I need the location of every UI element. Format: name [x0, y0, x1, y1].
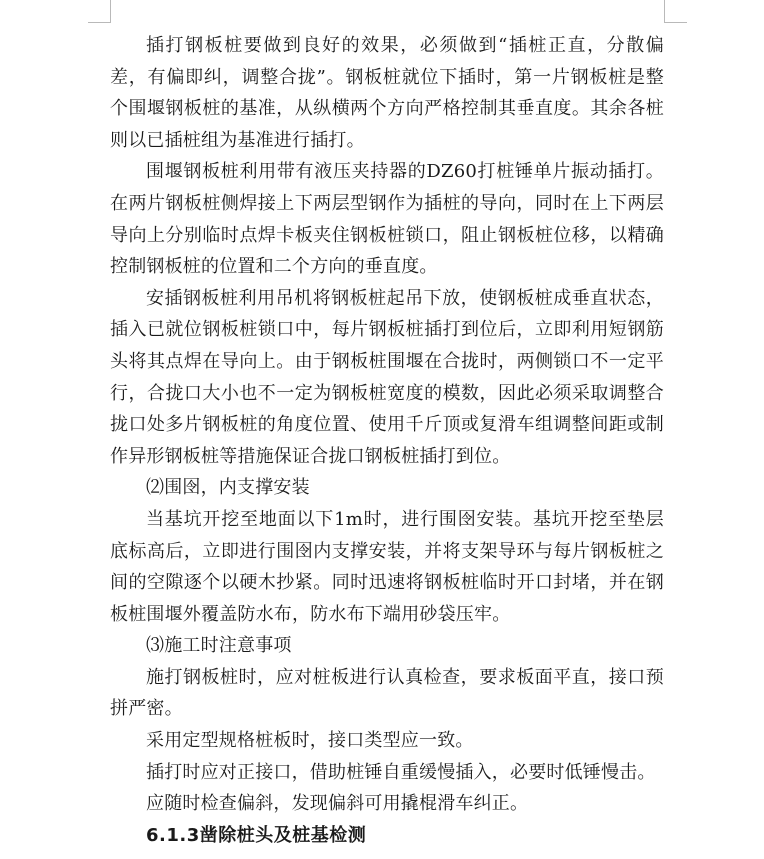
page-corner-mark-right [664, 0, 687, 23]
paragraph-waling-installation: 当基坑开挖至地面以下1m时，进行围囹安装。基坑开挖至垫层底标高后，立即进行围囹内支撑安装，并将支架导环与每片钢板桩之间的空隙逐个以硬木抄紧。同时迅速将钢板桩临时开口封堵，并在钢板桩围堰外覆盖防水布，防水布下端用砂袋压牢。 [110, 508, 664, 625]
paragraph-note-joint-type: 采用定型规格桩板时，接口类型应一致。 [146, 730, 474, 752]
paragraph-note-inspection: 施打钢板桩时，应对桩板进行认真检查，要求板面平直，接口预拼严密。 [110, 666, 664, 720]
page-corner-mark-left [88, 0, 111, 23]
subheading-waling-bracing: ⑵围囹，内支撑安装 [146, 477, 310, 499]
subheading-construction-notes: ⑶施工时注意事项 [146, 635, 292, 657]
paragraph-sheet-pile-driving: 插打钢板桩要做到良好的效果，必须做到“插桩正直，分散偏差，有偏即纠，调整合拢”。钢板桩就位下插时，第一片钢板桩是整个围堰钢板桩的基准，从纵横两个方向严格控制其垂直度。其余各桩则以已插桩组为基准进行插打。 [110, 35, 664, 151]
paragraph-pile-insertion: 安插钢板桩利用吊机将钢板桩起吊下放，使钢板桩成垂直状态，插入已就位钢板桩锁口中，每片钢板桩插打到位后，立即利用短钢筋头将其点焊在导向上。由于钢板桩围堰在合拢时，两侧锁口不一定平行，合拢口大小也不一定为钢板桩宽度的模数，因此必须采取调整合拢口处多片钢板桩的角度位置、使用千斤顶或复滑车组调整间距或制作异形钢板桩等措施保证合拢口钢板桩插打到位。 [110, 287, 664, 467]
paragraph-note-deviation: 应随时检查偏斜，发现偏斜可用撬棍滑车纠正。 [146, 793, 529, 815]
paragraph-note-alignment: 插打时应对正接口，借助桩锤自重缓慢插入，必要时低锤慢击。 [146, 761, 656, 783]
section-heading: 6.1.3凿除桩头及桩基检测 [146, 824, 367, 846]
paragraph-vibratory-driving: 围堰钢板桩利用带有液压夹持器的DZ60打桩锤单片振动插打。在两片钢板桩侧焊接上下两层型钢作为插桩的导向，同时在上下两层导向上分别临时点焊卡板夹住钢板桩锁口，阻止钢板桩位移，以精确控制钢板桩的位置和二个方向的垂直度。 [110, 161, 664, 278]
document-body [110, 30, 664, 851]
